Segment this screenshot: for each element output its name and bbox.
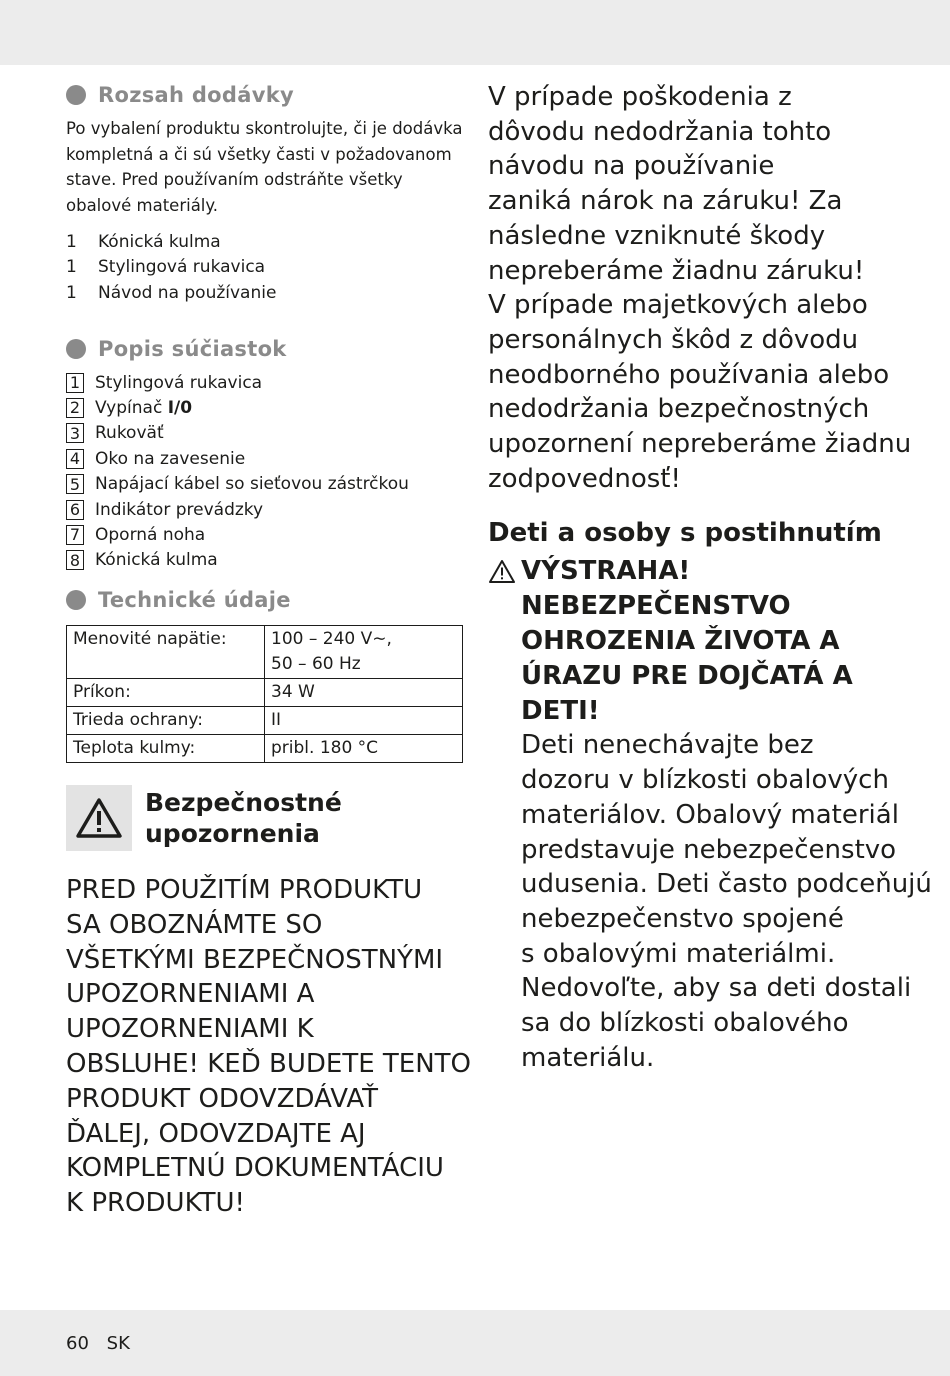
part-name: Oko na zavesenie bbox=[95, 448, 246, 469]
text-line: PRED POUŽITÍM PRODUKTU bbox=[66, 875, 423, 906]
text-line: VÝSTRAHA! bbox=[521, 556, 691, 587]
text-line: KOMPLETNÚ DOKUMENTÁCIU bbox=[66, 1153, 444, 1184]
item-qty: 1 bbox=[66, 232, 77, 252]
part-name: Vypínač bbox=[95, 397, 163, 418]
table-cell-label: Príkon: bbox=[67, 679, 265, 707]
part-name: Indikátor prevádzky bbox=[95, 499, 264, 520]
part-name: Stylingová rukavica bbox=[95, 372, 263, 393]
list-item bbox=[66, 548, 464, 573]
list-item bbox=[66, 370, 464, 395]
list-item bbox=[66, 255, 464, 280]
item-name: Kónická kulma bbox=[98, 232, 221, 252]
section-heading-parts bbox=[66, 334, 464, 364]
part-name: Oporná noha bbox=[95, 524, 206, 545]
text-line: dôvodu nedodržania tohto bbox=[488, 116, 832, 147]
text-line: dozoru v blízkosti obalových bbox=[521, 765, 889, 796]
text-line: PRODUKT ODOVZDÁVAŤ bbox=[66, 1083, 378, 1114]
text-line: V prípade poškodenia z bbox=[488, 82, 792, 112]
list-item bbox=[66, 230, 464, 255]
left-column bbox=[66, 80, 471, 1221]
text-line: nedodržania bezpečnostných bbox=[488, 394, 870, 425]
text-line: NEBEZPEČENSTVO bbox=[521, 591, 791, 622]
value-line: 100 – 240 V∼, bbox=[271, 629, 392, 650]
section-title: Rozsah dodávky bbox=[98, 83, 294, 107]
part-number: 1 bbox=[66, 373, 84, 393]
list-item bbox=[66, 471, 464, 496]
text-line: predstavuje nebezpečenstvo bbox=[521, 834, 897, 865]
list-item bbox=[66, 446, 464, 471]
text-line: SA OBOZNÁMTE SO bbox=[66, 909, 323, 940]
text-line: materiálu. bbox=[521, 1042, 655, 1073]
text-line: ÚRAZU PRE DOJČATÁ A bbox=[521, 660, 853, 691]
list-item bbox=[66, 421, 464, 446]
table-row bbox=[67, 707, 463, 735]
warning-triangle-icon bbox=[75, 797, 123, 839]
item-name: Stylingová rukavica bbox=[98, 257, 266, 278]
text-line: personálnych škôd z dôvodu bbox=[488, 324, 859, 355]
warning-icon-wrap bbox=[488, 554, 521, 588]
list-item bbox=[66, 281, 464, 306]
table-cell-value bbox=[265, 626, 463, 679]
section-title: Technické údaje bbox=[98, 588, 291, 613]
delivery-list bbox=[66, 230, 464, 306]
text-line: nebezpečenstvo spojené bbox=[521, 903, 844, 934]
part-number: 8 bbox=[66, 550, 84, 570]
item-qty: 1 bbox=[66, 257, 77, 278]
text-line: upozornení nepreberáme žiadnu bbox=[488, 429, 912, 460]
part-name: Kónická kulma bbox=[95, 550, 218, 571]
part-number: 2 bbox=[66, 398, 84, 418]
table-row bbox=[67, 735, 463, 763]
text-line: DETI! bbox=[521, 695, 600, 726]
section-heading-tech bbox=[66, 585, 464, 615]
text-line: zodpovednosť! bbox=[488, 463, 681, 494]
text-line: návodu na používanie bbox=[488, 151, 775, 182]
language-code: SK bbox=[106, 1333, 130, 1354]
warning-triangle-icon bbox=[488, 559, 516, 584]
table-cell-value: pribl. 180 °C bbox=[265, 735, 463, 763]
section-heading-delivery bbox=[66, 80, 464, 110]
text-line: V prípade majetkových alebo bbox=[488, 290, 868, 321]
text-line: Deti nenechávajte bez bbox=[521, 730, 814, 761]
text-line: neodborného používania alebo bbox=[488, 359, 890, 390]
tech-table bbox=[66, 625, 463, 763]
safety-title bbox=[145, 787, 342, 849]
text-line: materiálov. Obalový materiál bbox=[521, 799, 899, 830]
right-column bbox=[488, 80, 932, 1075]
text-line: UPOZORNENIAMI K bbox=[66, 1014, 314, 1045]
text-line: sa do blízkosti obalového bbox=[521, 1008, 849, 1039]
text-line: OBSLUHE! KEĎ BUDETE TENTO bbox=[66, 1049, 471, 1079]
bullet-icon bbox=[66, 590, 86, 610]
table-cell-label: Trieda ochrany: bbox=[67, 707, 265, 735]
table-row bbox=[67, 626, 463, 679]
value-line: 50 – 60 Hz bbox=[271, 654, 361, 675]
text-line: ĎALEJ, ODOVZDAJTE AJ bbox=[66, 1118, 366, 1149]
part-name: Rukoväť bbox=[95, 423, 164, 444]
warning-title bbox=[521, 554, 853, 728]
footer-band bbox=[0, 1310, 950, 1376]
part-number: 7 bbox=[66, 525, 84, 545]
table-cell-label: Teplota kulmy: bbox=[67, 735, 265, 763]
item-qty: 1 bbox=[66, 282, 77, 303]
text-line: zaniká nárok na záruku! Za bbox=[488, 186, 843, 217]
part-name: Napájací kábel so sieťovou zástrčkou bbox=[95, 474, 409, 495]
list-item bbox=[66, 522, 464, 547]
parts-list bbox=[66, 370, 464, 573]
text-line: K PRODUKTU! bbox=[66, 1188, 245, 1219]
item-name: Návod na používanie bbox=[98, 282, 277, 303]
safety-heading bbox=[66, 785, 464, 851]
header-band bbox=[0, 0, 950, 65]
children-warning bbox=[488, 554, 888, 728]
text-line: Nedovoľte, aby sa deti dostali bbox=[521, 973, 912, 1004]
text-line: OHROZENIA ŽIVOTA A bbox=[521, 626, 840, 657]
text-line: následne vzniknuté škody bbox=[488, 220, 826, 251]
part-number: 3 bbox=[66, 423, 84, 443]
page-footer bbox=[66, 1333, 142, 1354]
warning-body bbox=[521, 728, 932, 1075]
text-line: udusenia. Deti často podceňujú bbox=[521, 869, 932, 900]
title-line: Bezpečnostné bbox=[145, 788, 342, 818]
switch-label: I/0 bbox=[167, 397, 193, 418]
bullet-icon bbox=[66, 85, 86, 105]
section-title: Popis súčiastok bbox=[98, 336, 287, 361]
part-number: 5 bbox=[66, 474, 84, 494]
title-line: upozornenia bbox=[145, 819, 320, 849]
list-item bbox=[66, 497, 464, 522]
page-number: 60 bbox=[66, 1333, 89, 1354]
warranty-text bbox=[488, 80, 912, 496]
bullet-icon bbox=[66, 339, 86, 359]
text-line: s obalovými materiálmi. bbox=[521, 938, 836, 969]
text-line: VŠETKÝMI BEZPEČNOSTNÝMI bbox=[66, 944, 444, 975]
children-heading: Deti a osoby s postihnutím bbox=[488, 518, 882, 549]
text-line: nepreberáme žiadnu záruku! bbox=[488, 255, 865, 286]
table-cell-label: Menovité napätie: bbox=[67, 626, 265, 679]
table-cell-value: II bbox=[265, 707, 463, 735]
table-row bbox=[67, 679, 463, 707]
text-line: UPOZORNENIAMI A bbox=[66, 979, 315, 1010]
warning-icon-box bbox=[66, 785, 132, 851]
part-number: 6 bbox=[66, 500, 84, 520]
delivery-intro: Po vybalení produktu skontrolujte, či je dodávka kompletná a či sú všetky časti v požadovanom stave. Pred používaním odstráňte všetky obalové materiály. bbox=[66, 119, 463, 215]
safety-caps-text bbox=[66, 873, 471, 1221]
table-cell-value: 34 W bbox=[265, 679, 463, 707]
part-number: 4 bbox=[66, 449, 84, 469]
list-item bbox=[66, 395, 464, 420]
